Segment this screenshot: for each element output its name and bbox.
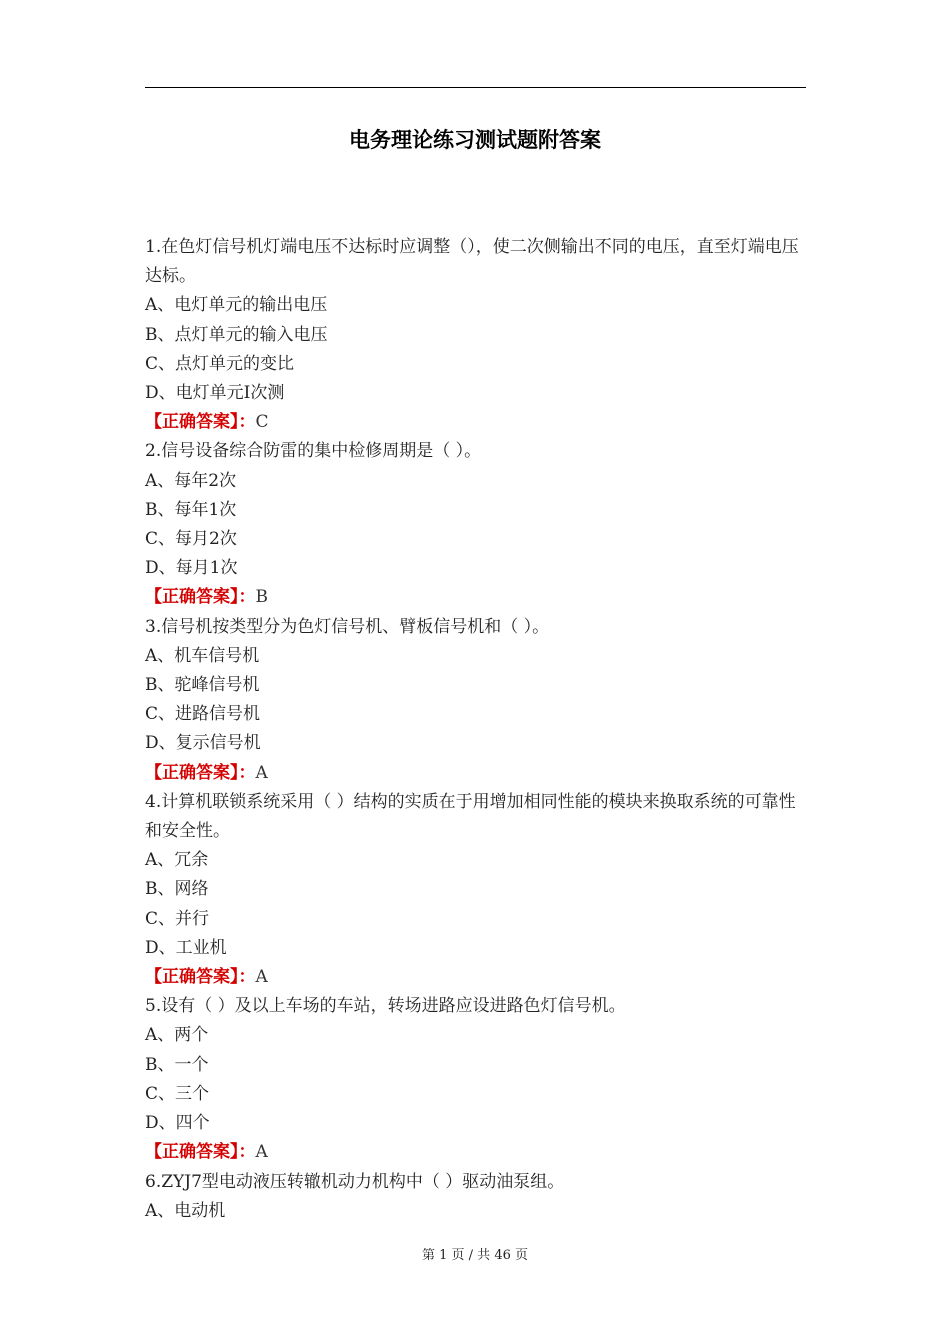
question-5-option-a: A、两个 — [145, 1025, 209, 1046]
answer-value: A — [255, 762, 268, 783]
question-2: 2.信号设备综合防雷的集中检修周期是（ ）。 — [145, 441, 482, 462]
question-1: 1.在色灯信号机灯端电压不达标时应调整（），使二次侧输出不同的电压，直至灯端电压达标。 — [145, 237, 799, 287]
answer-label: 【正确答案】： — [145, 967, 256, 988]
question-3-option-d: D、复示信号机 — [145, 733, 261, 754]
question-1-option-d: D、电灯单元Ⅰ次测 — [145, 383, 285, 404]
question-1-option-b: B、点灯单元的输入电压 — [145, 324, 328, 345]
answer-value: A — [255, 1142, 268, 1163]
question-5-option-d: D、四个 — [145, 1113, 210, 1134]
question-4-option-b: B、网络 — [145, 879, 209, 900]
question-2-answer — [145, 583, 807, 612]
question-5-option-b: B、一个 — [145, 1054, 209, 1075]
question-6: 6.ZYJ7型电动液压转辙机动力机构中（ ）驱动油泵组。 — [145, 1171, 565, 1192]
question-1-option-c: C、点灯单元的变比 — [145, 353, 295, 374]
question-3: 3.信号机按类型分为色灯信号机、臂板信号机和（ ）。 — [145, 616, 550, 637]
question-4-option-a: A、冗余 — [145, 850, 209, 871]
question-3-option-a: A、机车信号机 — [145, 645, 260, 666]
question-3-option-b: B、驼峰信号机 — [145, 675, 260, 696]
answer-value: C — [255, 412, 269, 433]
question-1-option-a: A、电灯单元的输出电压 — [145, 295, 328, 316]
question-5-answer — [145, 1138, 807, 1167]
document-title: 电务理论练习测试题附答案 — [349, 128, 601, 152]
question-5: 5.设有（ ）及以上车场的车站，转场进路应设进路色灯信号机。 — [145, 996, 626, 1017]
header-rule — [145, 87, 806, 88]
question-2-option-c: C、每月2次 — [145, 529, 237, 550]
answer-label: 【正确答案】： — [145, 412, 256, 433]
answer-label: 【正确答案】： — [145, 587, 256, 608]
answer-label: 【正确答案】： — [145, 1142, 256, 1163]
page-footer: 第 1 页 / 共 46 页 — [422, 1248, 528, 1263]
question-4-answer — [145, 963, 807, 992]
question-6-option-a: A、电动机 — [145, 1200, 226, 1221]
question-2-option-a: A、每年2次 — [145, 470, 237, 491]
answer-value: A — [255, 967, 268, 988]
question-list — [145, 233, 807, 1226]
question-4: 4.计算机联锁系统采用（ ）结构的实质在于用增加相同性能的模块来换取系统的可靠性和安全性。 — [145, 791, 796, 842]
question-4-option-c: C、并行 — [145, 908, 210, 929]
question-3-option-c: C、进路信号机 — [145, 704, 261, 725]
question-2-option-b: B、每年1次 — [145, 499, 237, 520]
question-3-answer — [145, 759, 807, 788]
answer-value: B — [255, 587, 268, 608]
question-5-option-c: C、三个 — [145, 1083, 210, 1104]
answer-label: 【正确答案】： — [145, 762, 256, 783]
question-2-option-d: D、每月1次 — [145, 558, 238, 579]
question-1-answer — [145, 408, 807, 437]
question-4-option-d: D、工业机 — [145, 937, 227, 958]
